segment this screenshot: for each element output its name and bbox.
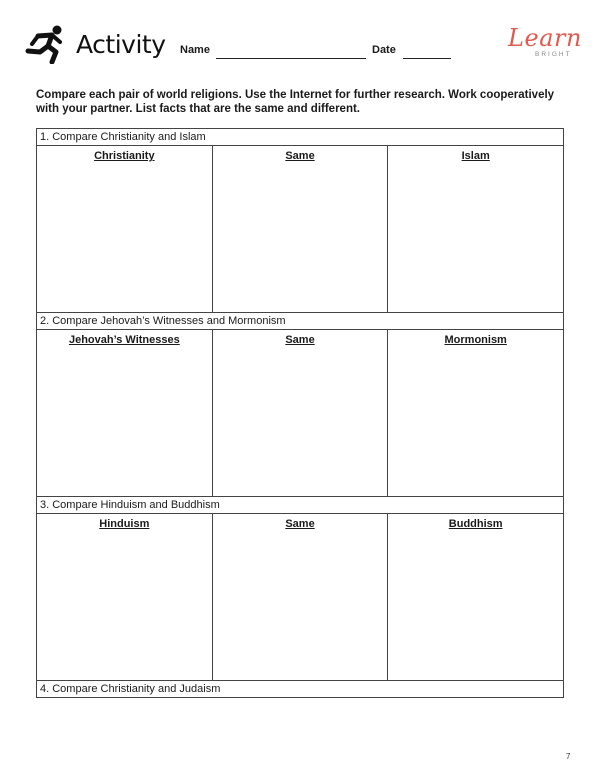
logo-word: Learn: [508, 24, 582, 52]
section-title: 4. Compare Christianity and Judaism: [37, 680, 563, 697]
answer-cell[interactable]: [388, 330, 563, 496]
page-header: [0, 0, 600, 80]
section-title: 1. Compare Christianity and Islam: [37, 129, 563, 146]
answer-cell[interactable]: [37, 330, 213, 496]
date-input-line[interactable]: [403, 58, 451, 59]
section-title: 2. Compare Jehovah’s Witnesses and Mormonism: [37, 312, 563, 330]
activity-title: Activity: [76, 30, 166, 59]
answer-cell[interactable]: [213, 514, 389, 680]
comparison-section: [37, 312, 563, 496]
name-label: Name: [180, 44, 210, 56]
column-heading: Same: [285, 518, 315, 530]
answer-cell[interactable]: [213, 146, 389, 312]
column-heading: Mormonism: [444, 334, 507, 346]
page-number: 7: [566, 752, 571, 761]
name-input-line[interactable]: [216, 58, 366, 59]
comparison-section: [37, 496, 563, 680]
answer-cell[interactable]: [388, 146, 563, 312]
learn-bright-logo: [505, 26, 585, 66]
column-heading: Buddhism: [448, 518, 503, 530]
column-heading: Christianity: [94, 150, 155, 162]
column-heading: Jehovah’s Witnesses: [68, 334, 180, 346]
answer-cell[interactable]: [37, 514, 213, 680]
answer-cell[interactable]: [37, 146, 213, 312]
column-heading: Same: [285, 150, 315, 162]
comparison-section: [37, 129, 563, 312]
instructions: Compare each pair of world religions. Use the Internet for further research. Work cooperatively with your partner. List facts that are the same and different.: [36, 89, 555, 115]
column-heading: Islam: [461, 150, 490, 162]
column-heading: Hinduism: [99, 518, 150, 530]
section-title: 3. Compare Hinduism and Buddhism: [37, 496, 563, 514]
answer-cell[interactable]: [388, 514, 563, 680]
comparison-table: [36, 128, 564, 698]
column-heading: Same: [285, 334, 315, 346]
date-label: Date: [372, 44, 396, 56]
runner-icon: [22, 24, 66, 64]
answer-cell[interactable]: [213, 330, 389, 496]
logo-subtitle: BRIGHT: [535, 51, 572, 58]
